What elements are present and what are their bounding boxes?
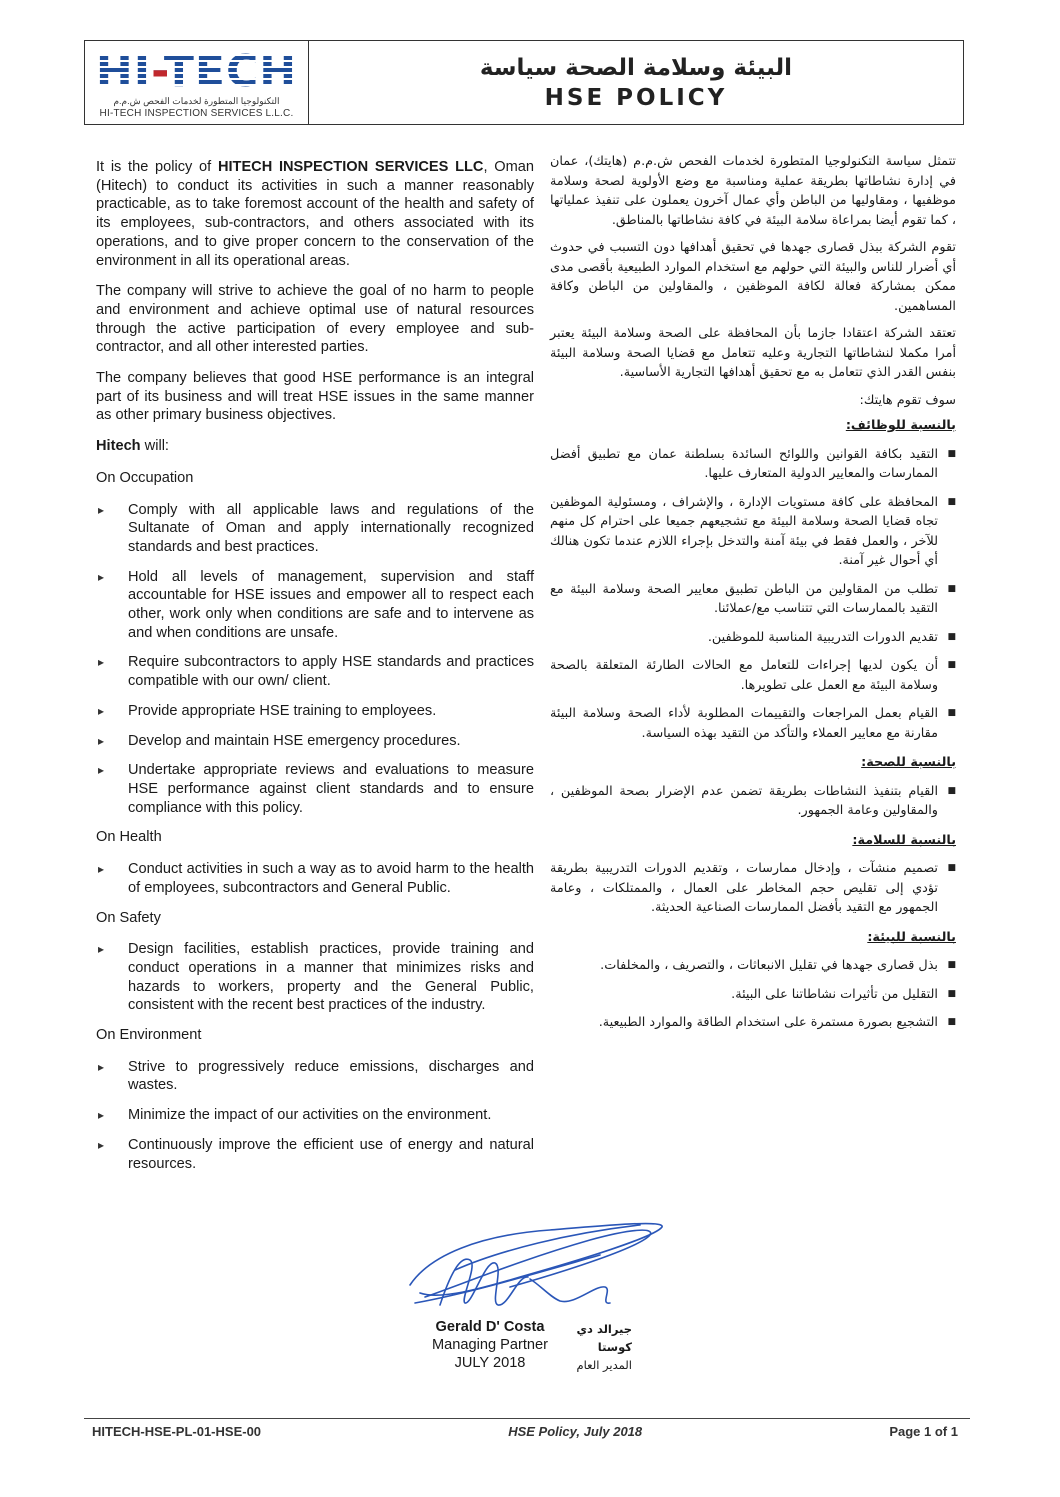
page-footer	[92, 1424, 958, 1439]
arabic-intro-paragraph-1: تتمثل سياسة التكنولوجيا المتطورة لخدمات الفحص ش.م.م (هايتك)، عمان في إدارة نشاطاتها بطريقة عملية ومناسبة مع وضع الأولوية لصحة وسلامة موظفيها ، ومقاوليها من الباطن وأي عمال آخرون يعملون على تنفيذ عملياتها ، كما تقوم أيضا بمراعاة سلامة البيئة في كافة نشاطاتها بالمناطق.	[550, 154, 956, 228]
arabic-intro-paragraph-3: تعتقد الشركة اعتقادا جازما بأن المحافظة على الصحة وسلامة البيئة يعتبر أمرا مكملا لنشاطاتها التجارية وعليه تتعامل مع قضايا الصحة وسلامة البيئة بنفس القدر الذي تتعامل به مع تحقيق أهدافها التجارية الأساسية.	[550, 326, 956, 380]
list-item: ▸ Minimize the impact of our activities on the environment.	[96, 1106, 534, 1125]
arabic-heading-health: بالنسبة للصحة:	[861, 755, 956, 770]
signatory-block-arabic	[552, 1320, 632, 1374]
safety-list	[96, 940, 534, 1015]
list-item: ▸ Conduct activities in such a way as to avoid harm to the health of employees, subcontractors and General Public.	[96, 860, 534, 897]
signoff-date: JULY 2018	[454, 1355, 526, 1371]
arabic-intro-paragraph-2: تقوم الشركة ببذل قصارى جهدها في تحقيق أهدافها دون التسبب في حدوث أي أضرار للناس والبيئة التي حولهم مع استخدام الموارد الطبيعية بأقصى مدى ممكن بمشاركة فعالة لكافة الموظفين ، والمقاولين من الباطن وكافة المساهمين.	[550, 240, 956, 314]
title-box	[309, 41, 963, 124]
list-item: ▸ Comply with all applicable laws and regulations of the Sultanate of Oman and apply internationally recognized standards and best practices.	[96, 501, 534, 557]
list-item: ■ بذل قصارى جهدها في تقليل الانبعاثات ، والتصريف ، والمخلفات.	[550, 956, 956, 976]
signatory-name-arabic: جيرالد دي كوستا	[576, 1322, 632, 1354]
list-item: ■ التقليل من تأثيرات نشاطاتنا على البيئة.	[550, 985, 956, 1005]
section-heading-safety: On Safety	[96, 909, 161, 926]
arabic-will-line: سوف تقوم هايتك:	[859, 392, 956, 408]
environment-list	[96, 1058, 534, 1174]
intro-paragraph-3: The company believes that good HSE performance is an integral part of its business and will treat HSE issues in the same manner as other primary business objectives.	[96, 370, 534, 424]
arabic-column	[550, 152, 956, 1043]
intro-paragraph-2: The company will strive to achieve the goal of no harm to people and environment and achieve optimal use of natural resources through the active participation of every employee and sub-contractor, and all other interested parties.	[96, 283, 534, 356]
page-title-arabic: البيئة وسلامة الصحة سياسة	[479, 54, 793, 81]
list-item: ▸ Develop and maintain HSE emergency procedures.	[96, 732, 534, 751]
list-item: ■ تصميم منشآت ، وإدخال ممارسات ، وتقديم الدورات التدريبية بطريقة تؤدي إلى تقليص حجم المخاطر على العمال ، والممتلكات ، وعامة الجمهور مع التقيد بأفضل الممارسات الصناعية الحديثة.	[550, 859, 956, 918]
section-heading-health: On Health	[96, 829, 162, 846]
logo-wordmark: HI-TECH	[95, 46, 298, 97]
arabic-health-list	[550, 782, 956, 821]
logo-arabic-name: التكنولوجيا المتطورة لخدمات الفحص ش.م.م	[113, 96, 280, 106]
arabic-safety-list	[550, 859, 956, 918]
list-item: ■ التقيد بكافة القوانين واللوائح السائدة بسلطنة عمان مع تطبيق أفضل الممارسات والمعايير الدولية المتعارف عليها.	[550, 445, 956, 484]
signatory-name: Gerald D' Costa	[435, 1319, 545, 1335]
list-item: ▸ Require subcontractors to apply HSE standards and practices compatible with our own/ client.	[96, 653, 534, 690]
list-item: ■ أن يكون لديها إجراءات للتعامل مع الحالات الطارئة المتعلقة بالصحة وسلامة البيئة مع العمل على تطويرها.	[550, 656, 956, 695]
list-item: ▸ Strive to progressively reduce emissions, discharges and wastes.	[96, 1058, 534, 1095]
section-heading-environment: On Environment	[96, 1027, 202, 1044]
document-header	[84, 40, 964, 125]
intro-paragraph-1: It is the policy of HITECH INSPECTION SERVICES LLC, Oman (Hitech) to conduct its activities in such a manner reasonably practicable, as to take foremost account of the health and safety of its employees, sub-contractors, and others associated with its operations, and to give proper concern to the conservation of the environment in all its operational areas.	[96, 159, 534, 269]
arabic-heading-occupation: بالنسبة للوظائف:	[845, 418, 956, 433]
list-item: ■ القيام بعمل المراجعات والتقييمات المطلوبة لأداء الصحة وسلامة البيئة مقارنة مع معايير العملاء والتأكد من التقيد بهذه السياسة.	[550, 704, 956, 743]
list-item: ■ تطلب من المقاولين من الباطن تطبيق معايير الصحة وسلامة البيئة مع التقيد بالممارسات التي تتناسب مع/عملائنا.	[550, 580, 956, 619]
signature-image	[400, 1215, 670, 1320]
list-item: ■ القيام بتنفيذ النشاطات بطريقة تضمن عدم الإضرار بصحة الموظفين ، والمقاولين وعامة الجمهور.	[550, 782, 956, 821]
list-item: ▸ Provide appropriate HSE training to employees.	[96, 702, 534, 721]
section-heading-occupation: On Occupation	[96, 469, 194, 486]
list-item: ■ تقديم الدورات التدريبية المناسبة للموظفين.	[550, 628, 956, 648]
arabic-occupation-list	[550, 445, 956, 744]
list-item: ▸ Continuously improve the efficient use of energy and natural resources.	[96, 1136, 534, 1173]
signatory-title: Managing Partner	[431, 1337, 548, 1353]
logo-company-name: HI-TECH INSPECTION SERVICES L.L.C.	[99, 108, 294, 119]
list-item: ▸ Undertake appropriate reviews and evaluations to measure HSE performance against client standards and to ensure compliance with this policy.	[96, 761, 534, 817]
page-number: Page 1 of 1	[889, 1424, 958, 1439]
arabic-heading-environment: بالنسبة للبيئة:	[867, 929, 956, 945]
health-list	[96, 860, 534, 897]
arabic-heading-safety: بالنسبة للسلامة:	[852, 832, 956, 848]
will-line: Hitech will:	[96, 438, 169, 455]
arabic-environment-list	[550, 956, 956, 1033]
page-title: HSE POLICY	[544, 84, 728, 111]
signatory-title-arabic: المدير العام	[576, 1358, 632, 1372]
document-code: HITECH-HSE-PL-01-HSE-00	[92, 1424, 262, 1439]
document-title: HSE Policy, July 2018	[508, 1424, 643, 1439]
company-logo	[85, 41, 309, 124]
occupation-list	[96, 501, 534, 818]
list-item: ▸ Hold all levels of management, supervision and staff accountable for HSE issues and empower all to respect each other, work only when conditions are safe and to intervene as and when conditions are unsafe.	[96, 568, 534, 643]
english-column	[96, 158, 534, 1184]
list-item: ▸ Design facilities, establish practices, provide training and conduct operations in a manner that minimizes risks and hazards to workers, property and the General Public, consistent with the recent best practices of the industry.	[96, 940, 534, 1015]
footer-divider	[84, 1418, 970, 1419]
list-item: ■ التشجيع بصورة مستمرة على استخدام الطاقة والموارد الطبيعية.	[550, 1013, 956, 1033]
list-item: ■ المحافظة على كافة مستويات الإدارة ، والإشراف ، ومسئولية الموظفين تجاه قضايا الصحة وسلامة البيئة مع تشجيعهم جميعا على احترام كل منهم للآخر ، والعمل فقط في بيئة آمنة والتدخل بإجراء اللازم عندما تكون هنالك أي أحوال غير آمنة.	[550, 493, 956, 571]
